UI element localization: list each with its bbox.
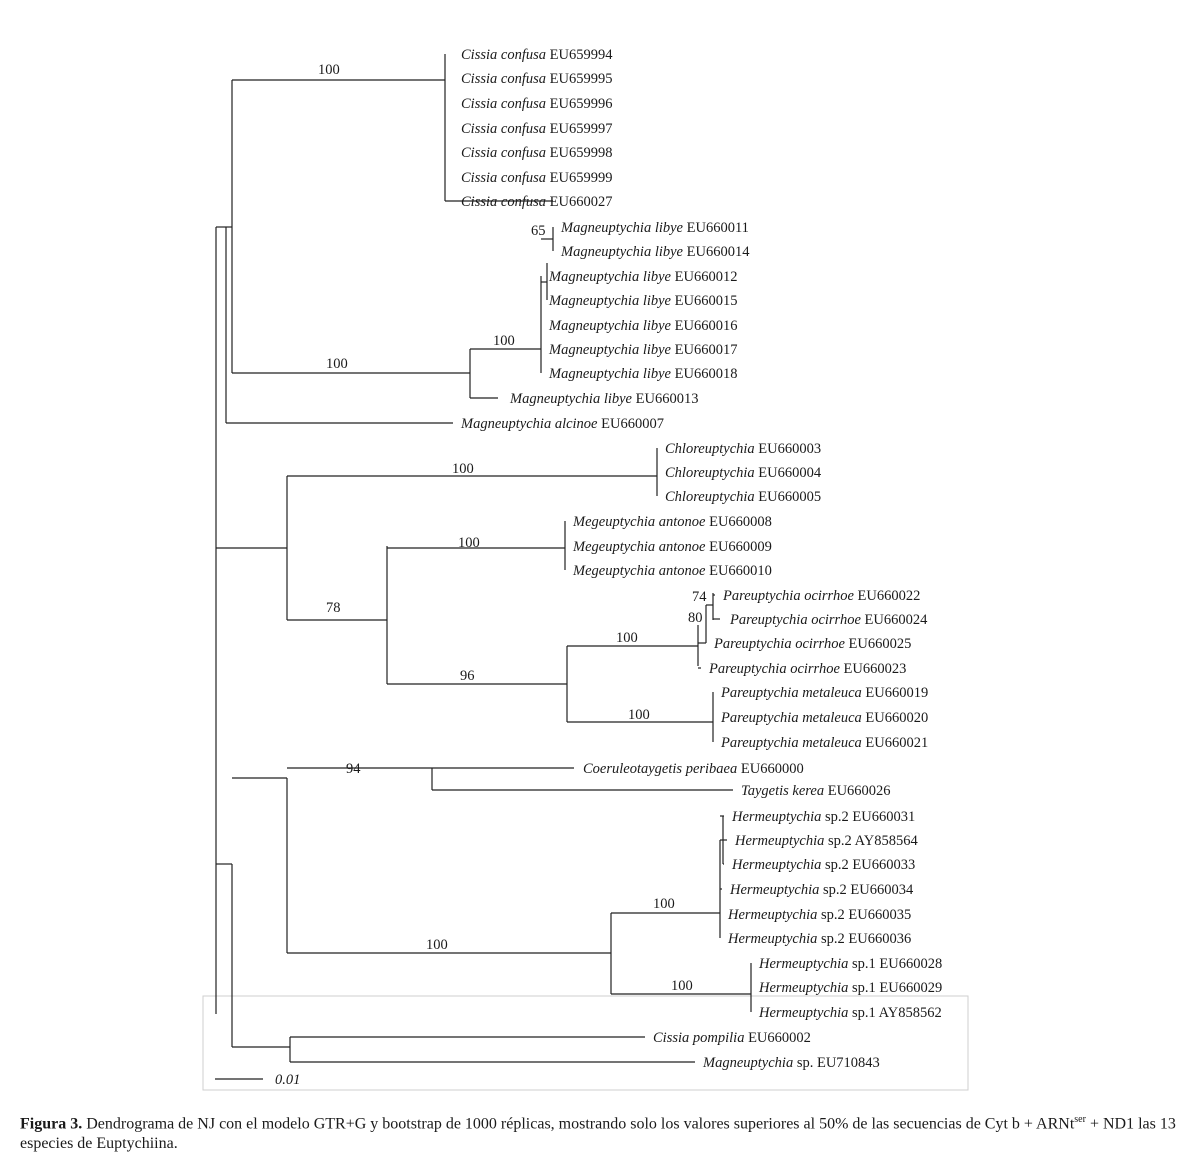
tip-label xyxy=(560,244,750,260)
accession-number: sp.2 EU660036 xyxy=(817,931,912,947)
taxon-name: Cissia confusa xyxy=(461,96,546,112)
bootstrap-value: 100 xyxy=(616,630,638,646)
tip-label xyxy=(731,857,915,873)
accession-number: EU660021 xyxy=(861,735,929,751)
taxon-name: Cissia confusa xyxy=(461,145,546,161)
bootstrap-value: 100 xyxy=(326,356,348,372)
taxon-name: Magneuptychia libye xyxy=(549,269,671,285)
tip-label xyxy=(720,685,928,701)
tip-label xyxy=(758,1005,942,1021)
accession-number: EU660015 xyxy=(671,293,738,309)
tip-label xyxy=(741,783,891,799)
accession-number: EU660003 xyxy=(754,441,822,457)
tip-label xyxy=(708,661,906,677)
tip-label xyxy=(461,194,612,210)
tip-label xyxy=(572,514,772,530)
accession-number: EU660026 xyxy=(824,783,891,799)
taxon-name: Cissia confusa xyxy=(461,71,546,87)
taxon-name: Hermeuptychia xyxy=(759,980,849,996)
caption-label: Figura 3. xyxy=(20,1115,83,1133)
tip-label xyxy=(461,145,612,161)
accession-number: sp.2 EU660034 xyxy=(819,882,914,898)
bootstrap-value: 100 xyxy=(318,62,340,78)
tip-label xyxy=(548,293,737,309)
accession-number: EU659999 xyxy=(546,170,613,186)
accession-number: EU660000 xyxy=(737,761,804,777)
taxon-name: Pareuptychia ocirrhoe xyxy=(723,588,854,604)
tip-label xyxy=(731,809,915,825)
taxon-name: Pareuptychia ocirrhoe xyxy=(714,636,845,652)
tip-label xyxy=(758,980,942,996)
accession-number: sp.1 EU660028 xyxy=(848,956,943,972)
tip-label xyxy=(722,588,920,604)
accession-number: EU660017 xyxy=(671,342,738,358)
accession-number: EU660013 xyxy=(632,391,699,407)
tip-label xyxy=(702,1055,880,1071)
accession-number: EU660022 xyxy=(853,588,921,604)
taxon-name: Cissia confusa xyxy=(461,121,546,137)
accession-number: sp.2 EU660033 xyxy=(821,857,916,873)
accession-number: EU660005 xyxy=(754,489,822,505)
scale-bar-label: 0.01 xyxy=(275,1072,301,1088)
tip-label xyxy=(560,220,749,236)
accession-number: EU660012 xyxy=(671,269,738,285)
bootstrap-value: 74 xyxy=(692,589,707,605)
taxon-name: Magneuptychia libye xyxy=(561,244,683,260)
accession-number: EU659997 xyxy=(546,121,613,137)
tip-label xyxy=(665,489,821,505)
tip-label xyxy=(665,465,822,481)
accession-number: EU660004 xyxy=(754,465,822,481)
tip-label xyxy=(727,931,911,947)
tip-label xyxy=(727,907,911,923)
taxon-name: Pareuptychia metaleuca xyxy=(721,735,862,751)
bootstrap-value: 65 xyxy=(531,223,546,239)
taxon-name: Hermeuptychia xyxy=(728,907,818,923)
tip-label xyxy=(665,441,821,457)
accession-number: EU660011 xyxy=(683,220,749,236)
bootstrap-value: 100 xyxy=(452,461,474,477)
taxon-name: Cissia confusa xyxy=(461,194,546,210)
accession-number: EU660008 xyxy=(705,514,772,530)
taxon-name: Chloreuptychia xyxy=(665,441,755,457)
tip-label xyxy=(460,416,664,432)
taxon-name: Coeruleotaygetis peribaea xyxy=(583,761,738,777)
accession-number: EU660010 xyxy=(705,563,772,579)
tip-label xyxy=(734,833,918,849)
taxon-name: Magneuptychia alcinoe xyxy=(461,416,598,432)
taxon-name: Pareuptychia ocirrhoe xyxy=(709,661,840,677)
accession-number: sp.2 EU660035 xyxy=(817,907,912,923)
accession-number: EU659994 xyxy=(546,47,613,63)
accession-number: EU660007 xyxy=(597,416,664,432)
tip-label xyxy=(572,563,772,579)
tip-label xyxy=(713,636,911,652)
scale-bar xyxy=(215,1072,300,1088)
accession-number: EU660019 xyxy=(861,685,929,701)
taxon-name: Pareuptychia metaleuca xyxy=(721,710,862,726)
accession-number: EU660016 xyxy=(671,318,738,334)
bootstrap-value: 100 xyxy=(426,937,448,953)
bootstrap-value: 96 xyxy=(460,668,475,684)
taxon-name: Magneuptychia libye xyxy=(549,366,671,382)
accession-number: EU660027 xyxy=(546,194,613,210)
tip-label xyxy=(583,761,804,777)
taxon-name: Pareuptychia metaleuca xyxy=(721,685,862,701)
accession-number: EU660009 xyxy=(705,539,772,555)
tip-label xyxy=(461,96,612,112)
caption-text: Dendrograma de NJ con el modelo GTR+G y bootstrap de 1000 réplicas, mostrando solo los valores superiores al 50% de las secuencias de Cyt b + ARNt xyxy=(82,1115,1075,1133)
taxon-name: Cissia pompilia xyxy=(653,1030,745,1046)
tip-label xyxy=(509,391,698,407)
taxon-name: Hermeuptychia xyxy=(730,882,820,898)
bootstrap-value: 100 xyxy=(458,535,480,551)
bootstrap-value: 100 xyxy=(493,333,515,349)
bootstrap-value: 78 xyxy=(326,600,341,616)
bootstrap-value: 94 xyxy=(346,761,361,777)
accession-number: sp.2 AY858564 xyxy=(824,833,918,849)
taxon-name: Chloreuptychia xyxy=(665,489,755,505)
taxon-name: Chloreuptychia xyxy=(665,465,755,481)
bootstrap-value: 100 xyxy=(671,978,693,994)
tip-label xyxy=(729,612,928,628)
bootstrap-value: 80 xyxy=(688,610,703,626)
caption-superscript: ser xyxy=(1074,1114,1086,1125)
taxon-name: Hermeuptychia xyxy=(735,833,825,849)
tip-label xyxy=(548,318,737,334)
accession-number: EU660002 xyxy=(744,1030,811,1046)
accession-number: EU660023 xyxy=(839,661,907,677)
tip-label xyxy=(548,366,737,382)
taxon-name: Taygetis kerea xyxy=(741,783,825,799)
taxon-name: Magneuptychia libye xyxy=(510,391,632,407)
accession-number: sp.1 AY858562 xyxy=(848,1005,942,1021)
tip-label xyxy=(548,269,737,285)
taxon-name: Magneuptychia libye xyxy=(549,293,671,309)
accession-number: EU660018 xyxy=(671,366,738,382)
accession-number: EU659995 xyxy=(546,71,613,87)
bootstrap-value: 100 xyxy=(653,896,675,912)
tip-label xyxy=(572,539,772,555)
taxon-name: Megeuptychia antonoe xyxy=(573,563,706,579)
tip-label xyxy=(758,956,942,972)
taxon-name: Hermeuptychia xyxy=(732,857,822,873)
tip-label xyxy=(548,342,737,358)
tip-label xyxy=(461,121,612,137)
tip-label xyxy=(461,71,612,87)
tip-label xyxy=(720,710,928,726)
taxon-name: Megeuptychia antonoe xyxy=(573,514,706,530)
taxon-name: Magneuptychia xyxy=(703,1055,794,1071)
accession-number: EU660025 xyxy=(844,636,912,652)
accession-number: sp. EU710843 xyxy=(793,1055,880,1071)
tip-label xyxy=(461,47,613,63)
accession-number: EU660024 xyxy=(860,612,928,628)
taxon-name: Hermeuptychia xyxy=(728,931,818,947)
taxon-name: Hermeuptychia xyxy=(759,1005,849,1021)
taxon-name: Cissia confusa xyxy=(461,170,546,186)
taxon-name: Magneuptychia libye xyxy=(561,220,683,236)
tip-label xyxy=(720,735,928,751)
accession-number: EU660020 xyxy=(861,710,929,726)
accession-number: EU659996 xyxy=(546,96,613,112)
taxon-name: Hermeuptychia xyxy=(732,809,822,825)
accession-number: sp.1 EU660029 xyxy=(848,980,943,996)
tip-label xyxy=(653,1030,811,1046)
taxon-name: Cissia confusa xyxy=(461,47,546,63)
caption-text-end: + ND1 las 13 especies de Euptychiina. xyxy=(20,1115,1176,1153)
tip-labels xyxy=(460,47,942,1071)
bootstrap-value: 100 xyxy=(628,707,650,723)
accession-number: EU660014 xyxy=(683,244,750,260)
accession-number: EU659998 xyxy=(546,145,613,161)
accession-number: sp.2 EU660031 xyxy=(821,809,916,825)
tip-label xyxy=(729,882,914,898)
taxon-name: Magneuptychia libye xyxy=(549,318,671,334)
taxon-name: Hermeuptychia xyxy=(759,956,849,972)
taxon-name: Magneuptychia libye xyxy=(549,342,671,358)
taxon-name: Megeuptychia antonoe xyxy=(573,539,706,555)
taxon-name: Pareuptychia ocirrhoe xyxy=(730,612,861,628)
tip-label xyxy=(461,170,612,186)
figure-caption xyxy=(20,1110,1180,1154)
